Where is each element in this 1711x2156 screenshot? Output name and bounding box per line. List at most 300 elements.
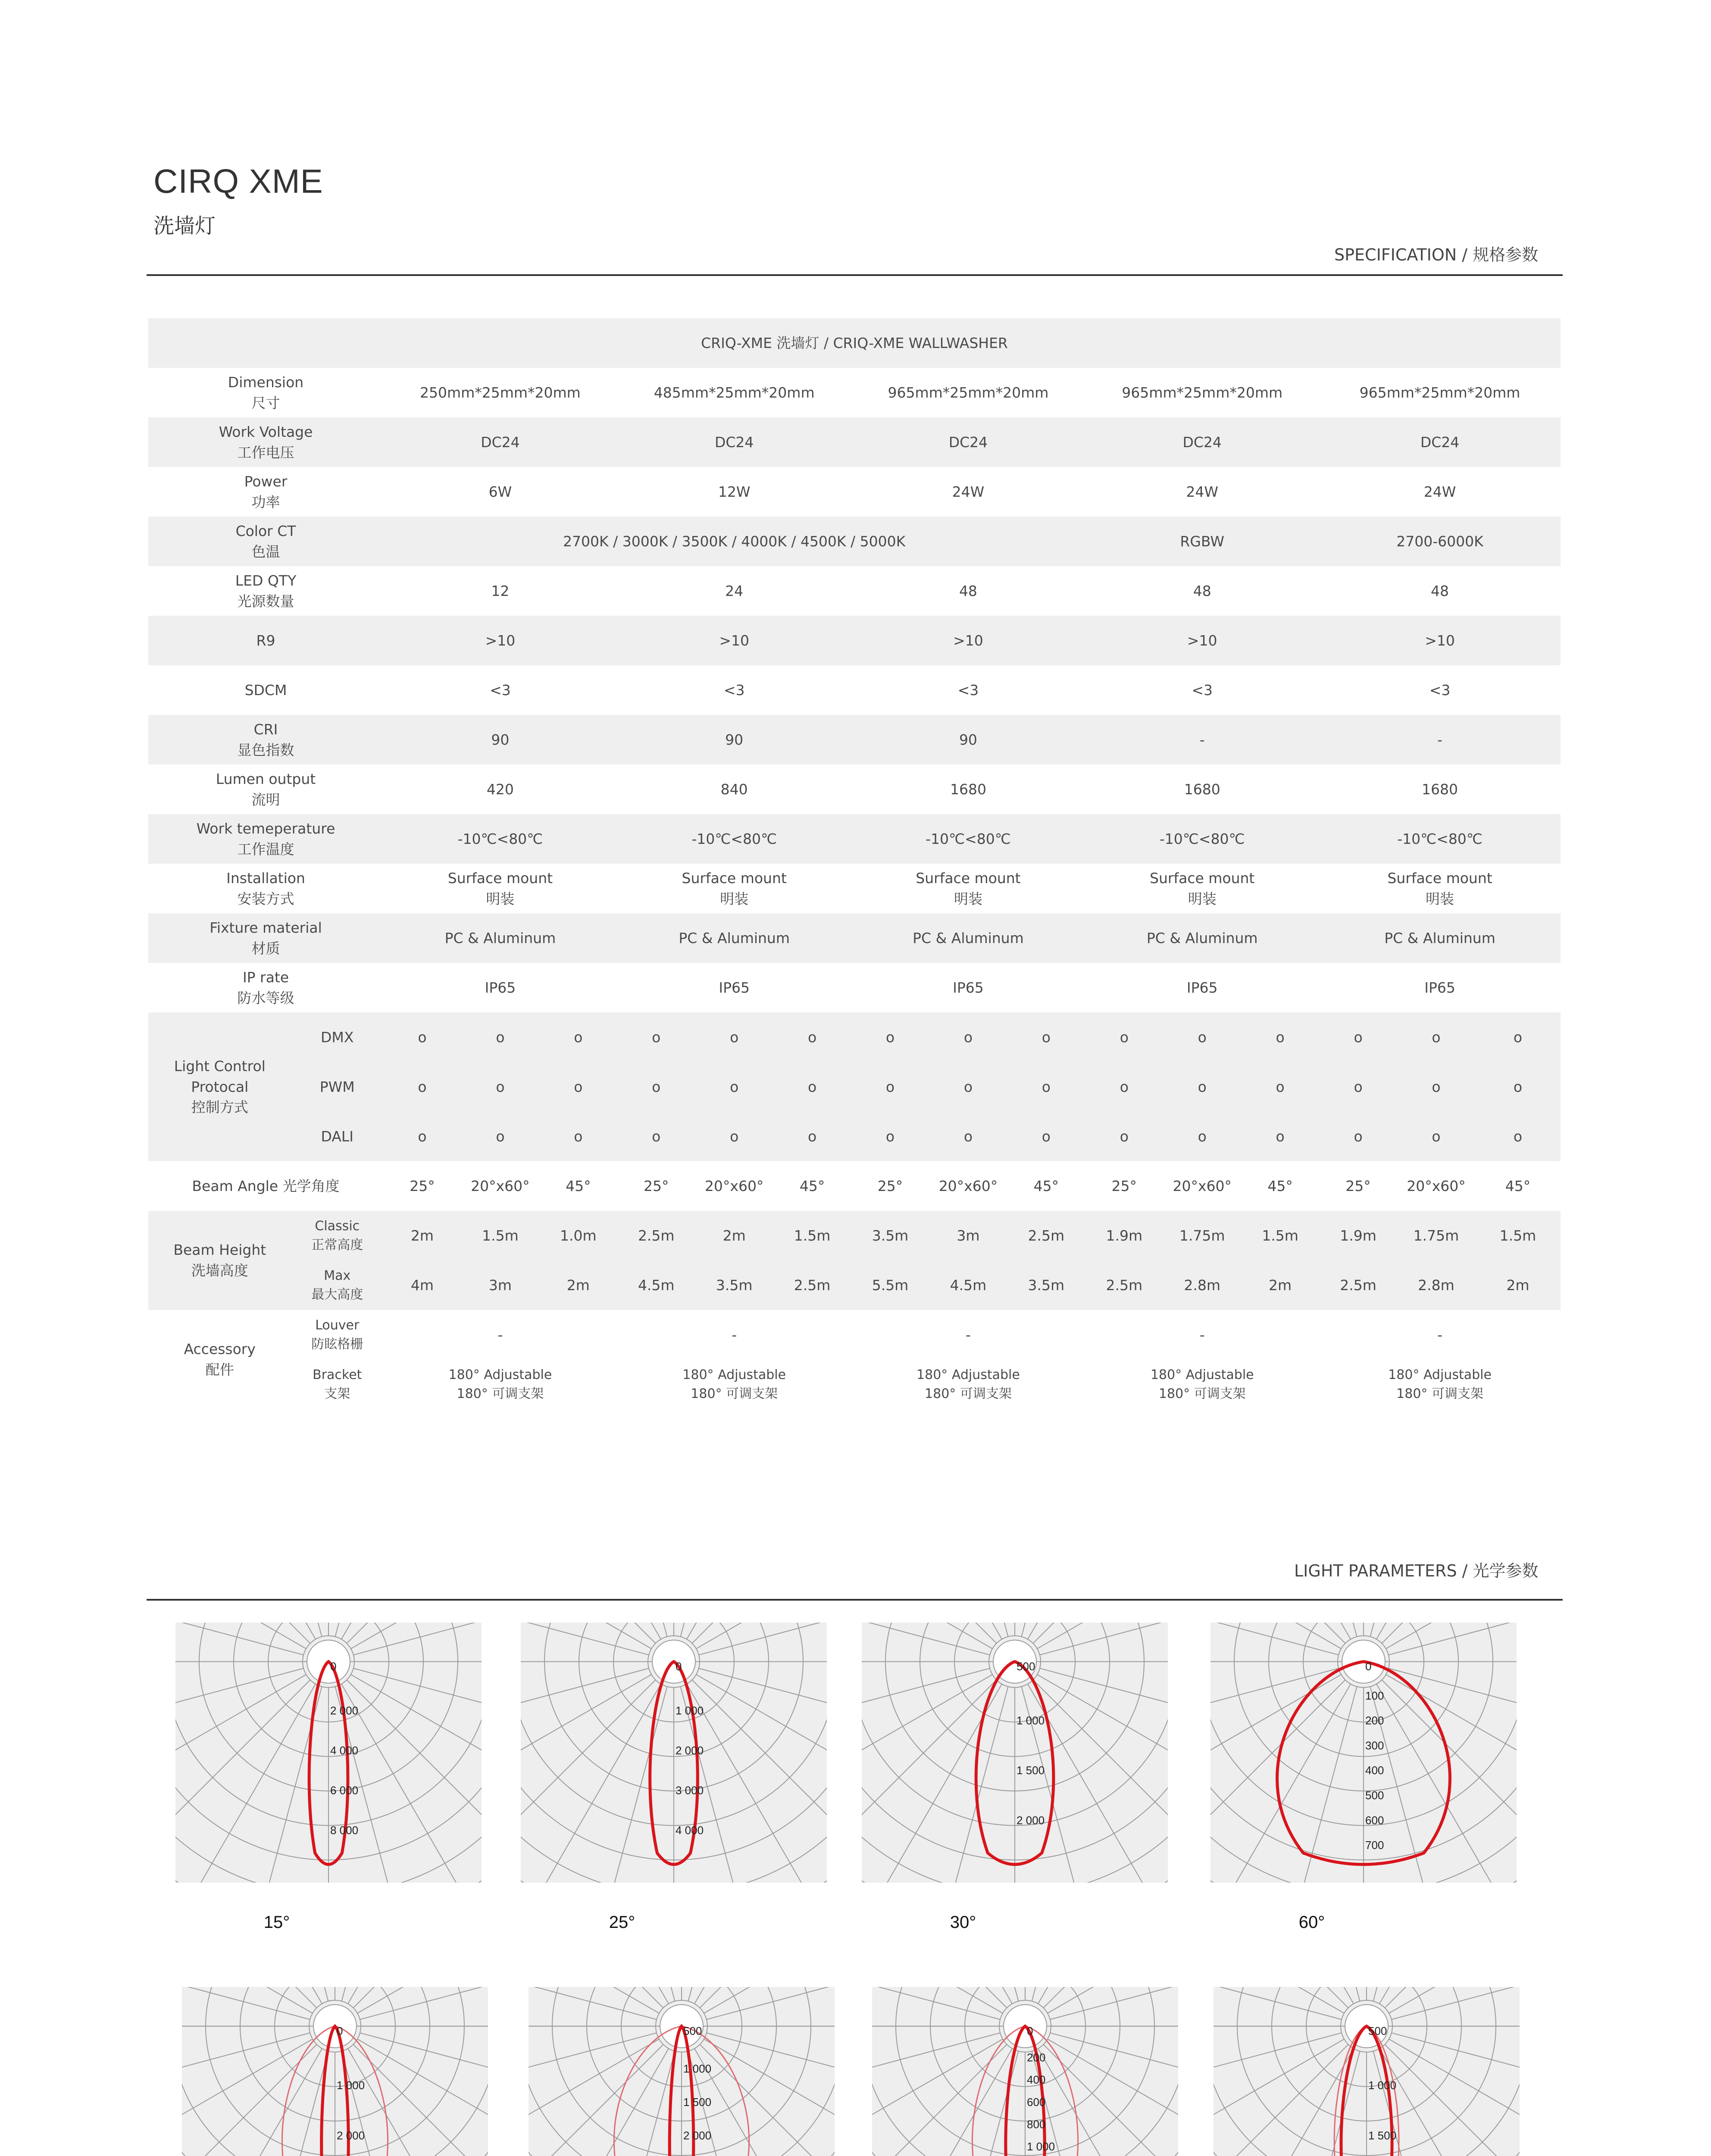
tick-label: 0 <box>330 1660 337 1673</box>
spec-cell-line: >10 <box>719 632 749 649</box>
bracket-value-cn: 180° 可调支架 <box>457 1386 544 1401</box>
spec-row-label-en: Installation <box>226 869 305 887</box>
spec-cell-line: 840 <box>720 780 748 798</box>
tick-label: 0 <box>1027 2024 1033 2037</box>
grid-ray <box>1211 1684 1351 1883</box>
spec-row-label-en: R9 <box>256 632 275 649</box>
grid-ray <box>1038 1987 1178 2004</box>
spec-cell <box>617 566 851 616</box>
control-mark: o <box>851 1112 929 1161</box>
grid-ray <box>1373 1987 1478 2001</box>
control-mark: o <box>773 1112 851 1161</box>
tick-label: 2 000 <box>676 1744 704 1757</box>
spec-cell-line: PC & Aluminum <box>1384 929 1495 946</box>
spec-cell-line: -10℃<80℃ <box>926 830 1011 847</box>
grid-ray <box>1214 2044 1348 2156</box>
louver-label-en: Louver <box>315 1318 360 1333</box>
spec-cell-line: IP65 <box>1186 979 1218 996</box>
spec-cell-line: -10℃<80℃ <box>1159 830 1245 847</box>
grid-ray <box>570 2051 675 2156</box>
spec-cell-line: 485mm*25mm*20mm <box>654 384 815 401</box>
control-mark: o <box>1319 1062 1397 1112</box>
grid-ray <box>335 1623 440 1636</box>
spec-cell <box>383 665 617 715</box>
spec-row-label-cn: 防水等级 <box>237 989 294 1006</box>
specification-heading: SPECIFICATION / 规格参数 <box>1334 245 1539 264</box>
control-mark: o <box>1007 1112 1085 1161</box>
spec-row <box>148 814 1561 864</box>
beam-height-label-en: Beam Height <box>173 1241 266 1259</box>
spec-cell-line: DC24 <box>1182 433 1222 451</box>
control-mark: o <box>461 1112 539 1161</box>
bracket-value-en: 180° Adjustable <box>1388 1367 1492 1382</box>
light-parameters-divider <box>147 1599 1563 1601</box>
bracket-label-en: Bracket <box>313 1367 362 1382</box>
spec-cell-line: DC24 <box>481 433 520 451</box>
grid-ray <box>1040 1668 1168 1773</box>
spec-cell <box>617 665 851 715</box>
beam-height-value: 3m <box>929 1211 1007 1260</box>
spec-cell-line: >10 <box>1425 632 1455 649</box>
grid-ray <box>1392 1987 1520 2019</box>
grid-ray <box>175 1684 316 1883</box>
grid-ray <box>353 2044 488 2156</box>
spec-cell-line: <3 <box>723 681 745 699</box>
spec-cell-line: 24 <box>725 582 744 599</box>
beam-height-value: 2.5m <box>617 1211 695 1260</box>
grid-ray <box>913 2051 1018 2156</box>
grid-ray <box>903 1686 1008 1883</box>
beam-height-value: 1.9m <box>1085 1211 1163 1260</box>
polar-diagram-svg <box>521 1623 827 1883</box>
spec-row <box>148 616 1561 665</box>
grid-ray <box>217 1686 322 1883</box>
beam-height-sub-cn: 正常高度 <box>311 1237 363 1253</box>
tick-label: 1 000 <box>1027 2140 1055 2153</box>
control-mark: o <box>1241 1062 1319 1112</box>
beam-angle-value: 25° <box>410 1177 435 1194</box>
grid-ray <box>1376 1684 1517 1883</box>
beam-angle-value: 25° <box>644 1177 669 1194</box>
grid-ray <box>872 2039 1003 2156</box>
grid-ray <box>1214 1987 1342 2019</box>
spec-cell <box>1085 963 1319 1012</box>
tick-label: 1 500 <box>1017 1764 1045 1777</box>
bracket-value-en: 180° Adjustable <box>1150 1367 1254 1382</box>
grid-ray <box>353 1623 482 1655</box>
bracket-value <box>1085 1360 1319 1409</box>
beam-angle-label: Beam Angle 光学角度 <box>192 1177 340 1194</box>
light-parameters-heading: LIGHT PARAMETERS / 光学参数 <box>1294 1561 1539 1580</box>
control-mark: o <box>773 1062 851 1112</box>
spec-cell-line: >10 <box>485 632 516 649</box>
grid-ray <box>529 1987 657 2019</box>
spec-cell-line: 90 <box>491 731 510 748</box>
spec-cell-line: IP65 <box>719 979 750 996</box>
grid-ray <box>348 1987 488 2004</box>
control-mark: o <box>1475 1062 1561 1112</box>
spec-cell <box>383 566 617 616</box>
grid-ray <box>1211 1623 1339 1655</box>
tick-label: 400 <box>1027 2073 1046 2087</box>
control-label <box>148 1012 291 1161</box>
grid-ray <box>699 1623 827 1655</box>
polar-diagram <box>175 1623 482 1883</box>
spec-cell <box>851 566 1085 616</box>
bracket-value-cn: 180° 可调支架 <box>691 1386 778 1401</box>
control-mark: o <box>1319 1112 1397 1161</box>
control-mark: o <box>851 1062 929 1112</box>
spec-cell-line: - <box>1437 731 1442 748</box>
spec-row-label-en: LED QTY <box>235 572 297 589</box>
spec-cell <box>851 467 1085 517</box>
polar-diagram-svg <box>862 1623 1168 1883</box>
spec-row-label-en: Color CT <box>235 522 296 539</box>
grid-ray <box>872 1987 1012 2004</box>
control-mark: o <box>1397 1012 1475 1062</box>
spec-cell-line: PC & Aluminum <box>1146 929 1258 946</box>
beam-height-value: 2.8m <box>1163 1260 1241 1310</box>
control-mark: o <box>929 1112 1007 1161</box>
control-mark: o <box>383 1012 461 1062</box>
control-mark: o <box>695 1112 773 1161</box>
spec-cell <box>1319 566 1561 616</box>
grid-ray <box>182 1987 317 2008</box>
beam-height-value: 3.5m <box>695 1260 773 1310</box>
tick-label: 1 000 <box>337 2079 365 2092</box>
grid-ray <box>562 1623 667 1636</box>
grid-ray <box>529 1987 669 2004</box>
spec-cell-line: 965mm*25mm*20mm <box>1359 384 1520 401</box>
tick-label: 2 000 <box>683 2129 712 2142</box>
beam-angle-value: 45° <box>1505 1177 1531 1194</box>
grid-ray <box>699 1668 827 1773</box>
grid-ray <box>175 1623 316 1639</box>
beam-height-value: 2.5m <box>1319 1260 1397 1310</box>
beam-angle-value: 20°x60° <box>704 1177 764 1194</box>
spec-cell-line: 12W <box>718 483 751 500</box>
spec-cell <box>851 715 1085 765</box>
polar-diagram <box>1211 1623 1517 1883</box>
spec-cell <box>851 963 1085 1012</box>
tick-label: 2 000 <box>330 1704 359 1717</box>
grid-ray <box>1214 2039 1344 2156</box>
spec-cell-line: 明装 <box>720 890 749 907</box>
grid-ray <box>694 1987 835 2004</box>
beam-height-sub-en: Max <box>324 1268 351 1283</box>
spec-row-label-cn: 安装方式 <box>237 890 294 907</box>
spec-cell <box>1085 665 1319 715</box>
louver-value: - <box>732 1326 737 1343</box>
spec-row-label-en: Dimension <box>228 373 304 391</box>
spec-row-label-en: Power <box>244 473 288 490</box>
tick-label: 200 <box>1365 1714 1384 1727</box>
spec-cell-line: Surface mount <box>447 869 553 887</box>
spec-cell-line: 明装 <box>1426 890 1455 907</box>
spec-cell-line: <3 <box>490 681 511 699</box>
spec-cell-line: 明装 <box>486 890 515 907</box>
spec-cell <box>1085 417 1319 467</box>
spec-cell-line: Surface mount <box>1387 869 1492 887</box>
polar-diagram <box>529 1987 835 2156</box>
spec-cell <box>383 368 617 417</box>
beam-height-value: 1.9m <box>1319 1211 1397 1260</box>
grid-ray <box>570 1987 675 2001</box>
control-mark: o <box>695 1012 773 1062</box>
grid-ray <box>341 1684 482 1883</box>
grid-ray <box>182 1987 322 2004</box>
tick-label: 1 500 <box>1368 2129 1397 2142</box>
bracket-value <box>851 1360 1085 1409</box>
spec-row-label-en: Work temeperature <box>196 820 335 837</box>
spec-cell: RGBW <box>1085 517 1319 566</box>
beam-height-value: 2m <box>1241 1260 1319 1310</box>
spec-row <box>148 963 1561 1012</box>
beam-height-value: 1.75m <box>1163 1211 1241 1260</box>
control-mark: o <box>1241 1112 1319 1161</box>
spec-cell <box>617 616 851 665</box>
spec-cell <box>1319 715 1561 765</box>
grid-ray <box>1255 1987 1360 2001</box>
grid-ray <box>175 1623 303 1655</box>
grid-ray <box>1385 1987 1520 2008</box>
spec-cell <box>1085 467 1319 517</box>
louver-value: - <box>1437 1326 1442 1343</box>
control-mark: o <box>1085 1112 1163 1161</box>
grid-ray <box>353 1668 482 1773</box>
polar-diagram-svg <box>175 1623 482 1883</box>
control-mark: o <box>461 1062 539 1112</box>
control-mark: o <box>617 1112 695 1161</box>
grid-ray <box>1376 1623 1517 1639</box>
grid-ray <box>1028 1684 1168 1883</box>
grid-ray <box>223 2051 328 2156</box>
spec-cell-line: 12 <box>491 582 510 599</box>
spec-cell <box>851 368 1085 417</box>
tick-label: 0 <box>676 1660 682 1673</box>
beam-height-row <box>148 1211 1561 1260</box>
control-row <box>148 1012 1561 1062</box>
spec-row <box>148 566 1561 616</box>
spec-cell-line: IP65 <box>485 979 516 996</box>
beam-height-sub-en: Classic <box>315 1219 360 1234</box>
grid-ray <box>529 2044 663 2156</box>
tick-label: 600 <box>1365 1814 1384 1827</box>
spec-cell-line: 24W <box>1186 483 1219 500</box>
beam-height-value: 2m <box>1475 1260 1561 1310</box>
beam-height-value: 4.5m <box>617 1260 695 1310</box>
beam-height-value: 5.5m <box>851 1260 929 1310</box>
beam-height-value: 4m <box>383 1260 461 1310</box>
control-mark: o <box>617 1062 695 1112</box>
control-mark: o <box>929 1012 1007 1062</box>
spec-row-label-cn: 尺寸 <box>251 394 280 411</box>
spec-row-label <box>148 864 383 913</box>
grid-ray <box>1385 2044 1520 2156</box>
bracket-label-cn: 支架 <box>324 1386 350 1401</box>
spec-row-label-cn: 流明 <box>251 791 280 808</box>
spec-cell <box>383 814 617 864</box>
control-mark: o <box>1007 1012 1085 1062</box>
beam-height-value: 2.8m <box>1397 1260 1475 1310</box>
control-mark: o <box>383 1112 461 1161</box>
tick-label: 500 <box>1017 1660 1035 1673</box>
beam-height-value: 2m <box>539 1260 617 1310</box>
grid-ray <box>357 2039 488 2156</box>
tick-label: 500 <box>1368 2024 1387 2037</box>
control-mark: o <box>461 1012 539 1062</box>
spec-cell <box>383 467 617 517</box>
spec-row-label <box>148 566 383 616</box>
beam-height-value: 2.5m <box>1085 1260 1163 1310</box>
tick-label: 100 <box>1365 1689 1384 1702</box>
beam-angle-value: 20°x60° <box>1173 1177 1232 1194</box>
control-mark: o <box>1085 1062 1163 1112</box>
spec-cell <box>1319 814 1561 864</box>
spec-cell-line: 250mm*25mm*20mm <box>419 384 581 401</box>
beam-angle-value: 25° <box>877 1177 903 1194</box>
grid-ray <box>862 1623 990 1655</box>
control-mark: o <box>1397 1112 1475 1161</box>
louver-label <box>291 1310 384 1360</box>
grid-ray <box>700 2044 835 2156</box>
grid-ray <box>1370 1623 1475 1636</box>
spec-cell-line: DC24 <box>1420 433 1460 451</box>
grid-ray <box>1389 2039 1520 2156</box>
spec-cell-line: 48 <box>1193 582 1211 599</box>
control-mark: o <box>1163 1062 1241 1112</box>
spec-cell-line: -10℃<80℃ <box>1397 830 1483 847</box>
grid-ray <box>1379 1987 1520 2004</box>
spec-row-label <box>148 467 383 517</box>
spec-cell <box>383 715 617 765</box>
tick-label: 1 500 <box>683 2095 712 2109</box>
beam-height-value: 1.75m <box>1397 1211 1475 1260</box>
grid-ray <box>1214 2033 1342 2137</box>
spec-cell <box>617 467 851 517</box>
spec-cell <box>383 765 617 814</box>
beam-height-label-cn: 洗墙高度 <box>191 1262 248 1279</box>
tick-label: 800 <box>1027 2118 1046 2131</box>
control-protocol-dmx: DMX <box>291 1012 384 1062</box>
beam-height-label <box>148 1211 291 1310</box>
spec-cell <box>851 616 1085 665</box>
spec-row <box>148 417 1561 467</box>
grid-ray <box>1028 1623 1168 1639</box>
grid-ray <box>1048 2039 1178 2156</box>
beam-height-value: 1.5m <box>461 1211 539 1260</box>
spec-cell-line: 明装 <box>954 890 982 907</box>
beam-height-sub-cn: 最大高度 <box>311 1287 363 1302</box>
control-mark: o <box>1319 1012 1397 1062</box>
spec-cell-line: >10 <box>1187 632 1217 649</box>
spec-row-label-cn: 显色指数 <box>237 741 294 758</box>
spec-row-label <box>148 616 383 665</box>
control-mark: o <box>773 1012 851 1062</box>
spec-cell <box>1319 417 1561 467</box>
grid-ray <box>521 1668 649 1773</box>
control-protocol-dali: DALI <box>291 1112 384 1161</box>
grid-ray <box>862 1684 1002 1883</box>
spec-cell-line: - <box>1199 731 1205 748</box>
accessory-label-en: Accessory <box>184 1341 256 1358</box>
tick-label: 2 000 <box>1017 1814 1045 1827</box>
spec-cell-line: 1680 <box>950 780 986 798</box>
spec-cell <box>851 417 1085 467</box>
spec-cell-line: 24W <box>952 483 985 500</box>
polar-diagram-svg <box>872 1987 1178 2156</box>
spec-cell-line: 24W <box>1423 483 1456 500</box>
control-mark: o <box>695 1062 773 1112</box>
spec-row-label <box>148 417 383 467</box>
beam-label: 25° <box>609 1913 635 1932</box>
spec-row-label <box>148 765 383 814</box>
grid-ray <box>1043 1987 1178 2008</box>
control-protocol-pwm: PWM <box>291 1062 384 1112</box>
spec-cell-line: Surface mount <box>1150 869 1255 887</box>
control-mark: o <box>1475 1012 1561 1062</box>
grid-ray <box>862 1623 1002 1639</box>
spec-cell-line: 1680 <box>1422 780 1458 798</box>
beam-angle-value: 45° <box>566 1177 591 1194</box>
beam-angle-value: 45° <box>799 1177 825 1194</box>
beam-height-value: 3m <box>461 1260 539 1310</box>
beam-angle-value: 45° <box>1033 1177 1059 1194</box>
tick-label: 700 <box>1365 1839 1384 1852</box>
tick-label: 1 000 <box>676 1704 704 1717</box>
spec-row-label-en: Lumen output <box>216 770 316 787</box>
grid-ray <box>182 2039 313 2156</box>
grid-ray <box>707 1987 835 2019</box>
beam-angle-value: 20°x60° <box>1407 1177 1466 1194</box>
tick-label: 8 000 <box>330 1824 359 1837</box>
control-mark: o <box>851 1012 929 1062</box>
spec-cell <box>1085 765 1319 814</box>
bracket-value <box>383 1360 617 1409</box>
grid-ray <box>347 1680 482 1883</box>
spec-row <box>148 864 1561 913</box>
spec-cell <box>851 864 1085 913</box>
spec-row-label-en: IP rate <box>242 968 289 986</box>
grid-ray <box>521 1680 656 1883</box>
spec-row-label-en: CRI <box>253 721 278 738</box>
spec-row-label <box>148 963 383 1012</box>
spec-caption-row <box>148 318 1561 368</box>
spec-cell <box>851 665 1085 715</box>
spec-cell <box>617 864 851 913</box>
polar-diagram <box>521 1623 827 1883</box>
tick-label: 1 000 <box>1368 2079 1397 2092</box>
grid-ray <box>1252 1623 1357 1636</box>
grid-ray <box>1040 1623 1168 1655</box>
spec-cell-line: 48 <box>959 582 977 599</box>
control-mark: o <box>383 1062 461 1112</box>
grid-ray <box>1032 1987 1137 2001</box>
spec-cell <box>1319 665 1561 715</box>
spec-row-label <box>148 913 383 963</box>
polar-diagram <box>182 1987 488 2156</box>
spec-cell <box>617 368 851 417</box>
louver-value: - <box>965 1326 971 1343</box>
spec-cell <box>617 913 851 963</box>
control-mark: o <box>1163 1112 1241 1161</box>
grid-ray <box>913 1987 1018 2001</box>
grid-ray <box>360 1987 488 2019</box>
spec-row-label-cn: 工作温度 <box>237 840 294 858</box>
grid-ray <box>687 1623 827 1639</box>
tick-label: 200 <box>1027 2051 1046 2064</box>
spec-cell-line: <3 <box>957 681 979 699</box>
